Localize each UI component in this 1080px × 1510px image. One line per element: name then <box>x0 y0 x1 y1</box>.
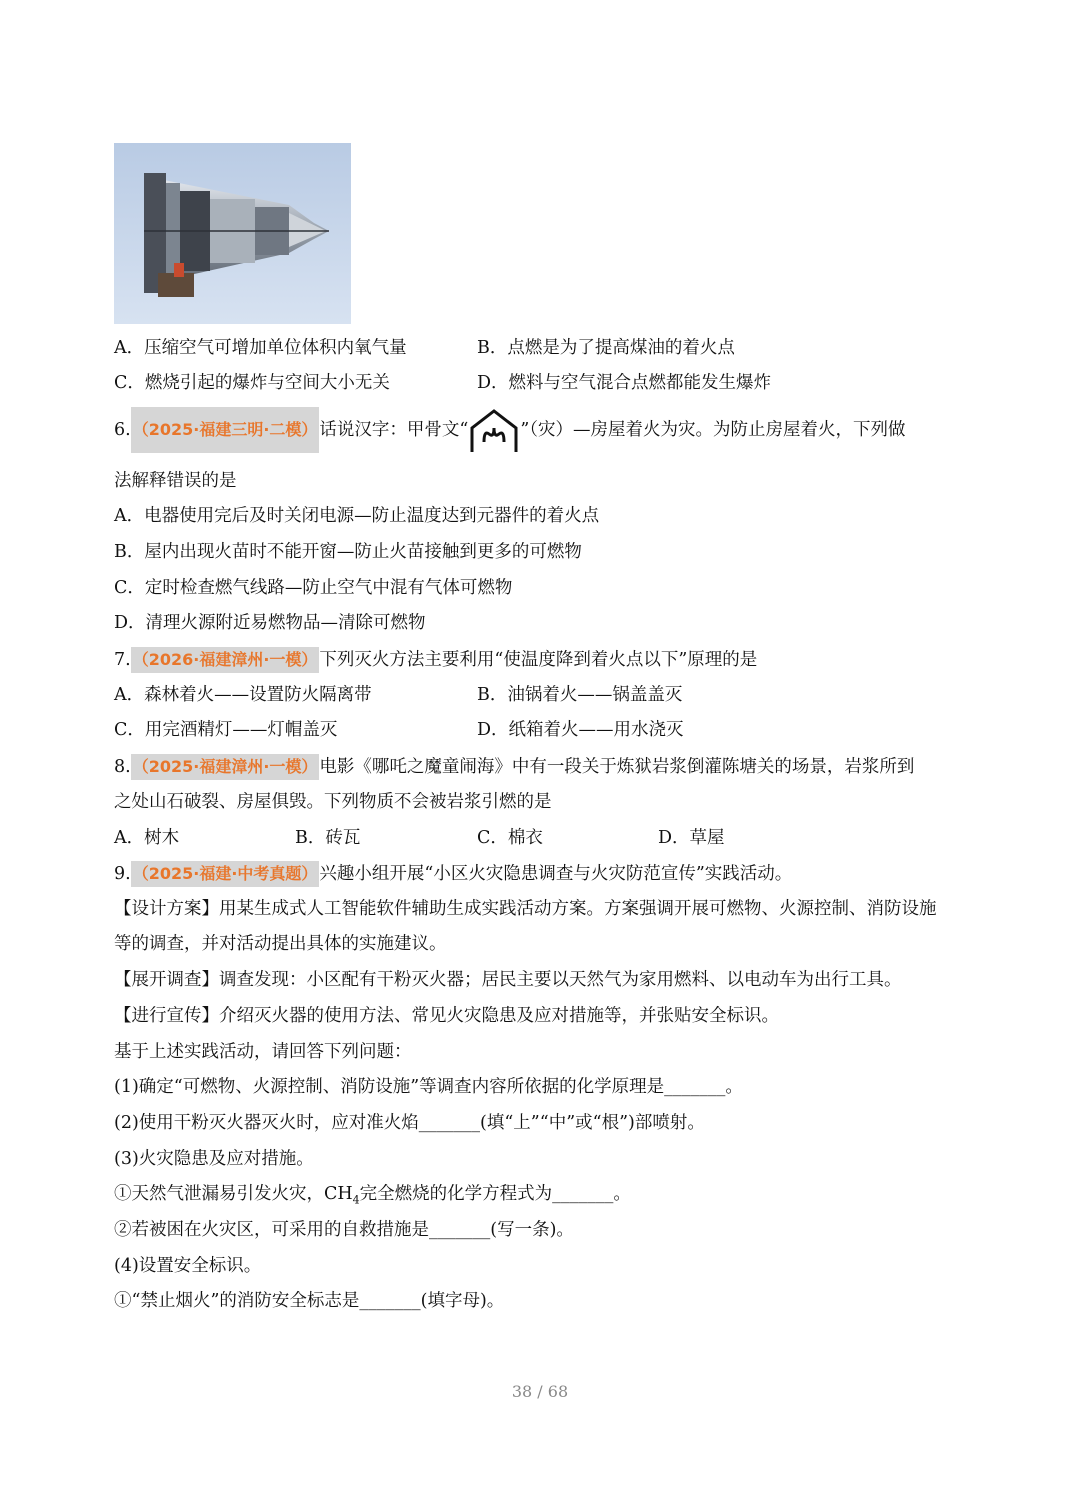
q8-option-d: D．草屋 <box>658 828 725 848</box>
q9-part2: (2)使用干粉灭火器灭火时，应对准火焰_______(填“上”“中”或“根”)部喷射。 <box>114 1113 705 1133</box>
q9-part4a: ①“禁止烟火”的消防安全标志是_______(填字母)。 <box>114 1291 505 1311</box>
q9-part4: (4)设置安全标识。 <box>114 1256 262 1276</box>
q7-source-tag: （2026·福建漳州·一模） <box>131 647 320 673</box>
q9-part3a-post: 完全燃烧的化学方程式为_______。 <box>359 1184 631 1204</box>
q6-option-a: A．电器使用完后及时关闭电源—防止温度达到元器件的着火点 <box>114 506 600 526</box>
q9-design-line2: 等的调查，并对活动提出具体的实施建议。 <box>114 934 447 954</box>
q6-option-d: D．清理火源附近易燃物品—清除可燃物 <box>114 613 426 633</box>
q7-number: 7. <box>114 650 131 670</box>
q9-part3a <box>114 1182 631 1213</box>
page-number: 38 / 68 <box>511 1382 569 1401</box>
q9-survey: 【展开调查】调查发现：小区配有干粉灭火器；居民主要以天然气为家用燃料、以电动车为出行工具。 <box>114 970 902 990</box>
q6-source-tag: （2025·福建三明·二模） <box>131 407 320 453</box>
q8-option-a: A．树木 <box>114 828 180 848</box>
oracle-bone-zai-glyph-icon <box>468 408 520 454</box>
q5-option-c: C．燃烧引起的爆炸与空间大小无关 <box>114 373 390 393</box>
q6-option-c: C．定时检查燃气线路—防止空气中混有气体可燃物 <box>114 578 513 598</box>
q8-source-tag: （2025·福建漳州·一模） <box>131 754 320 780</box>
q6-text-before: 话说汉字：甲骨文“ <box>319 420 469 440</box>
q6-option-b: B．屋内出现火苗时不能开窗—防止火苗接触到更多的可燃物 <box>114 542 582 562</box>
q9-promotion: 【进行宣传】介绍灭火器的使用方法、常见火灾隐患及应对措施等，并张贴安全标识。 <box>114 1006 779 1026</box>
q6-stem-cont: 法解释错误的是 <box>114 471 237 491</box>
q8-number: 8. <box>114 757 131 777</box>
q8-option-b: B．砖瓦 <box>295 828 361 848</box>
q8-option-c: C．棉衣 <box>477 828 543 848</box>
q9-part3: (3)火灾隐患及应对措施。 <box>114 1149 314 1169</box>
q9-design-line1: 【设计方案】用某生成式人工智能软件辅助生成实践活动方案。方案强调开展可燃物、火源控制、消防设施 <box>114 899 937 919</box>
q9-stem <box>114 861 792 887</box>
q7-option-b: B．油锅着火——锅盖盖灭 <box>477 685 683 705</box>
q9-intro: 基于上述实践活动，请回答下列问题： <box>114 1042 412 1062</box>
q8-stem <box>114 754 914 780</box>
q8-stem-cont: 之处山石破裂、房屋俱毁。下列物质不会被岩浆引燃的是 <box>114 792 552 812</box>
q7-option-c: C．用完酒精灯——灯帽盖灭 <box>114 720 338 740</box>
q5-option-a: A．压缩空气可增加单位体积内氧气量 <box>114 338 407 358</box>
q9-part3b: ②若被困在火灾区，可采用的自救措施是_______(写一条)。 <box>114 1220 574 1240</box>
q5-option-d: D．燃料与空气混合点燃都能发生爆炸 <box>477 373 772 393</box>
q9-source-tag: （2025·福建·中考真题） <box>131 861 320 887</box>
q7-option-a: A．森林着火——设置防火隔离带 <box>114 685 372 705</box>
q9-part3a-subscript: 4 <box>352 1193 360 1207</box>
q9-part1: (1)确定“可燃物、火源控制、消防设施”等调查内容所依据的化学原理是_______。 <box>114 1077 743 1097</box>
q9-text: 兴趣小组开展“小区火灾隐患调查与火灾防范宣传”实践活动。 <box>319 864 793 884</box>
q9-part3a-pre: ①天然气泄漏易引发火灾，CH <box>114 1184 353 1204</box>
q9-number: 9. <box>114 864 131 884</box>
q6-number: 6. <box>114 420 131 440</box>
turbofan-engine-image <box>114 143 351 324</box>
q7-stem <box>114 647 757 673</box>
q7-option-d: D．纸箱着火——用水浇灭 <box>477 720 684 740</box>
q5-option-b: B．点燃是为了提高煤油的着火点 <box>477 338 735 358</box>
q6-text-after: ”（灾）—房屋着火为灾。为防止房屋着火，下列做 <box>520 420 906 440</box>
q7-text: 下列灭火方法主要利用“使温度降到着火点以下”原理的是 <box>319 650 758 670</box>
q8-text: 电影《哪吒之魔童闹海》中有一段关于炼狱岩浆倒灌陈塘关的场景，岩浆所到 <box>319 757 915 777</box>
q6-stem <box>114 406 906 454</box>
